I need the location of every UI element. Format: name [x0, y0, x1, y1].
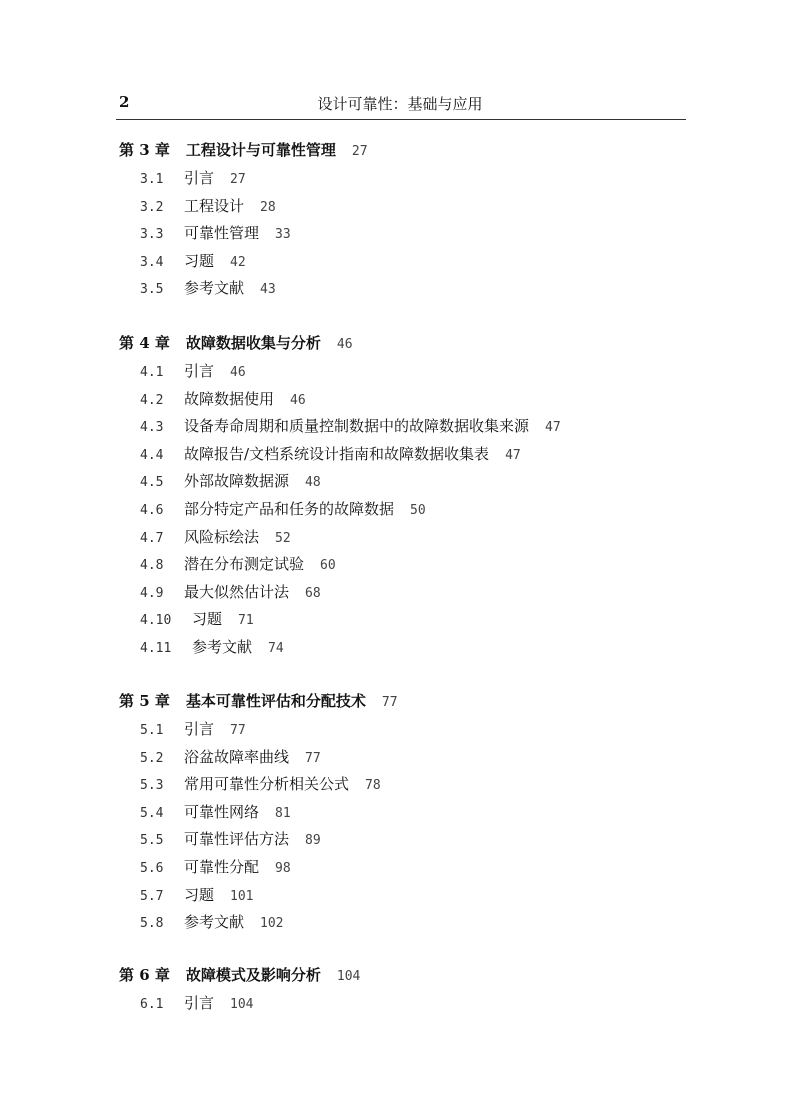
- section-title: 故障数据使用: [184, 390, 275, 408]
- toc-section-entry[interactable]: [140, 637, 284, 659]
- section-title: 引言: [184, 362, 215, 380]
- section-number: 4.11: [140, 641, 172, 656]
- chapter-page-number: 27: [351, 144, 368, 159]
- section-title: 故障报告/文档系统设计指南和故障数据收集表: [184, 445, 490, 463]
- chapter-number: 第 4 章: [119, 334, 170, 352]
- section-page-number: 46: [290, 393, 306, 408]
- section-number: 5.2: [140, 751, 164, 766]
- chapter-page-number: 77: [381, 695, 398, 710]
- section-number: 4.9: [140, 586, 164, 601]
- section-page-number: 68: [305, 586, 321, 601]
- section-page-number: 74: [268, 641, 284, 656]
- section-page-number: 77: [230, 723, 246, 738]
- section-page-number: 71: [238, 613, 254, 628]
- toc-section-entry[interactable]: [140, 196, 276, 218]
- chapter-title: 工程设计与可靠性管理: [185, 141, 336, 159]
- section-title: 部分特定产品和任务的故障数据: [184, 500, 395, 518]
- toc-section-entry[interactable]: [140, 168, 246, 190]
- section-title: 引言: [184, 169, 215, 187]
- section-number: 5.7: [140, 889, 164, 904]
- toc-section-entry[interactable]: [140, 747, 321, 769]
- chapter-number: 第 6 章: [119, 966, 170, 984]
- section-page-number: 42: [230, 255, 246, 270]
- section-title: 引言: [184, 720, 215, 738]
- section-number: 3.4: [140, 255, 164, 270]
- section-number: 4.7: [140, 531, 164, 546]
- section-number: 4.6: [140, 503, 164, 518]
- toc-section-entry[interactable]: [140, 829, 321, 851]
- section-number: 4.5: [140, 475, 164, 490]
- section-title: 常用可靠性分析相关公式: [184, 775, 350, 793]
- section-title: 参考文献: [184, 279, 245, 297]
- section-page-number: 104: [230, 997, 254, 1012]
- toc-section-entry[interactable]: [140, 802, 291, 824]
- section-title: 设备寿命周期和质量控制数据中的故障数据收集来源: [184, 417, 530, 435]
- toc-chapter-entry[interactable]: [119, 965, 360, 987]
- section-page-number: 60: [320, 558, 336, 573]
- toc-section-entry[interactable]: [140, 499, 426, 521]
- toc-chapter-entry[interactable]: [119, 691, 398, 713]
- section-page-number: 47: [545, 420, 561, 435]
- toc-section-entry[interactable]: [140, 912, 284, 934]
- section-page-number: 89: [305, 833, 321, 848]
- section-number: 5.5: [140, 833, 164, 848]
- page-number: 2: [119, 93, 130, 111]
- section-title: 外部故障数据源: [184, 472, 290, 490]
- chapter-title: 基本可靠性评估和分配技术: [185, 692, 366, 710]
- toc-section-entry[interactable]: [140, 609, 254, 631]
- section-title: 习题: [184, 252, 215, 270]
- toc-section-entry[interactable]: [140, 361, 246, 383]
- section-page-number: 43: [260, 282, 276, 297]
- section-number: 6.1: [140, 997, 164, 1012]
- chapter-page-number: 46: [336, 337, 353, 352]
- toc-section-entry[interactable]: [140, 582, 321, 604]
- section-title: 浴盆故障率曲线: [184, 748, 290, 766]
- section-page-number: 81: [275, 806, 291, 821]
- header-rule: [116, 119, 686, 120]
- section-number: 5.8: [140, 916, 164, 931]
- toc-chapter-entry[interactable]: [119, 333, 353, 355]
- section-page-number: 98: [275, 861, 291, 876]
- toc-section-entry[interactable]: [140, 719, 246, 741]
- section-title: 参考文献: [192, 638, 253, 656]
- toc-section-entry[interactable]: [140, 444, 521, 466]
- section-title: 工程设计: [184, 197, 245, 215]
- toc-section-entry[interactable]: [140, 471, 321, 493]
- section-page-number: 27: [230, 172, 246, 187]
- section-title: 风险标绘法: [184, 528, 260, 546]
- section-number: 5.4: [140, 806, 164, 821]
- chapter-title: 故障模式及影响分析: [185, 966, 321, 984]
- section-number: 3.3: [140, 227, 164, 242]
- section-number: 5.3: [140, 778, 164, 793]
- chapter-title: 故障数据收集与分析: [185, 334, 321, 352]
- toc-section-entry[interactable]: [140, 857, 291, 879]
- toc-section-entry[interactable]: [140, 774, 381, 796]
- section-page-number: 52: [275, 531, 291, 546]
- toc-section-entry[interactable]: [140, 251, 246, 273]
- toc-section-entry[interactable]: [140, 416, 561, 438]
- chapter-number: 第 3 章: [119, 141, 170, 159]
- section-number: 3.1: [140, 172, 164, 187]
- section-page-number: 50: [410, 503, 426, 518]
- section-page-number: 102: [260, 916, 284, 931]
- toc-chapter-entry[interactable]: [119, 140, 368, 162]
- toc-section-entry[interactable]: [140, 389, 306, 411]
- section-page-number: 101: [230, 889, 254, 904]
- section-title: 可靠性分配: [184, 858, 260, 876]
- running-title: 设计可靠性：基础与应用: [317, 95, 483, 113]
- section-number: 4.10: [140, 613, 172, 628]
- section-page-number: 47: [505, 448, 521, 463]
- section-title: 可靠性评估方法: [184, 830, 290, 848]
- section-number: 4.4: [140, 448, 164, 463]
- section-title: 习题: [184, 886, 215, 904]
- section-page-number: 33: [275, 227, 291, 242]
- toc-section-entry[interactable]: [140, 885, 254, 907]
- section-number: 4.1: [140, 365, 164, 380]
- section-title: 潜在分布测定试验: [184, 555, 305, 573]
- toc-section-entry[interactable]: [140, 993, 254, 1015]
- chapter-number: 第 5 章: [119, 692, 170, 710]
- section-title: 习题: [192, 610, 223, 628]
- toc-section-entry[interactable]: [140, 223, 291, 245]
- toc-section-entry[interactable]: [140, 554, 336, 576]
- section-page-number: 77: [305, 751, 321, 766]
- chapter-page-number: 104: [336, 969, 361, 984]
- section-title: 最大似然估计法: [184, 583, 290, 601]
- toc-section-entry[interactable]: [140, 278, 276, 300]
- section-number: 5.6: [140, 861, 164, 876]
- section-number: 4.2: [140, 393, 164, 408]
- section-title: 参考文献: [184, 913, 245, 931]
- section-page-number: 48: [305, 475, 321, 490]
- section-number: 4.8: [140, 558, 164, 573]
- section-title: 可靠性管理: [184, 224, 260, 242]
- section-number: 4.3: [140, 420, 164, 435]
- section-page-number: 78: [365, 778, 381, 793]
- section-title: 可靠性网络: [184, 803, 260, 821]
- section-number: 3.2: [140, 200, 164, 215]
- section-number: 5.1: [140, 723, 164, 738]
- section-number: 3.5: [140, 282, 164, 297]
- section-page-number: 46: [230, 365, 246, 380]
- section-page-number: 28: [260, 200, 276, 215]
- section-title: 引言: [184, 994, 215, 1012]
- toc-section-entry[interactable]: [140, 527, 291, 549]
